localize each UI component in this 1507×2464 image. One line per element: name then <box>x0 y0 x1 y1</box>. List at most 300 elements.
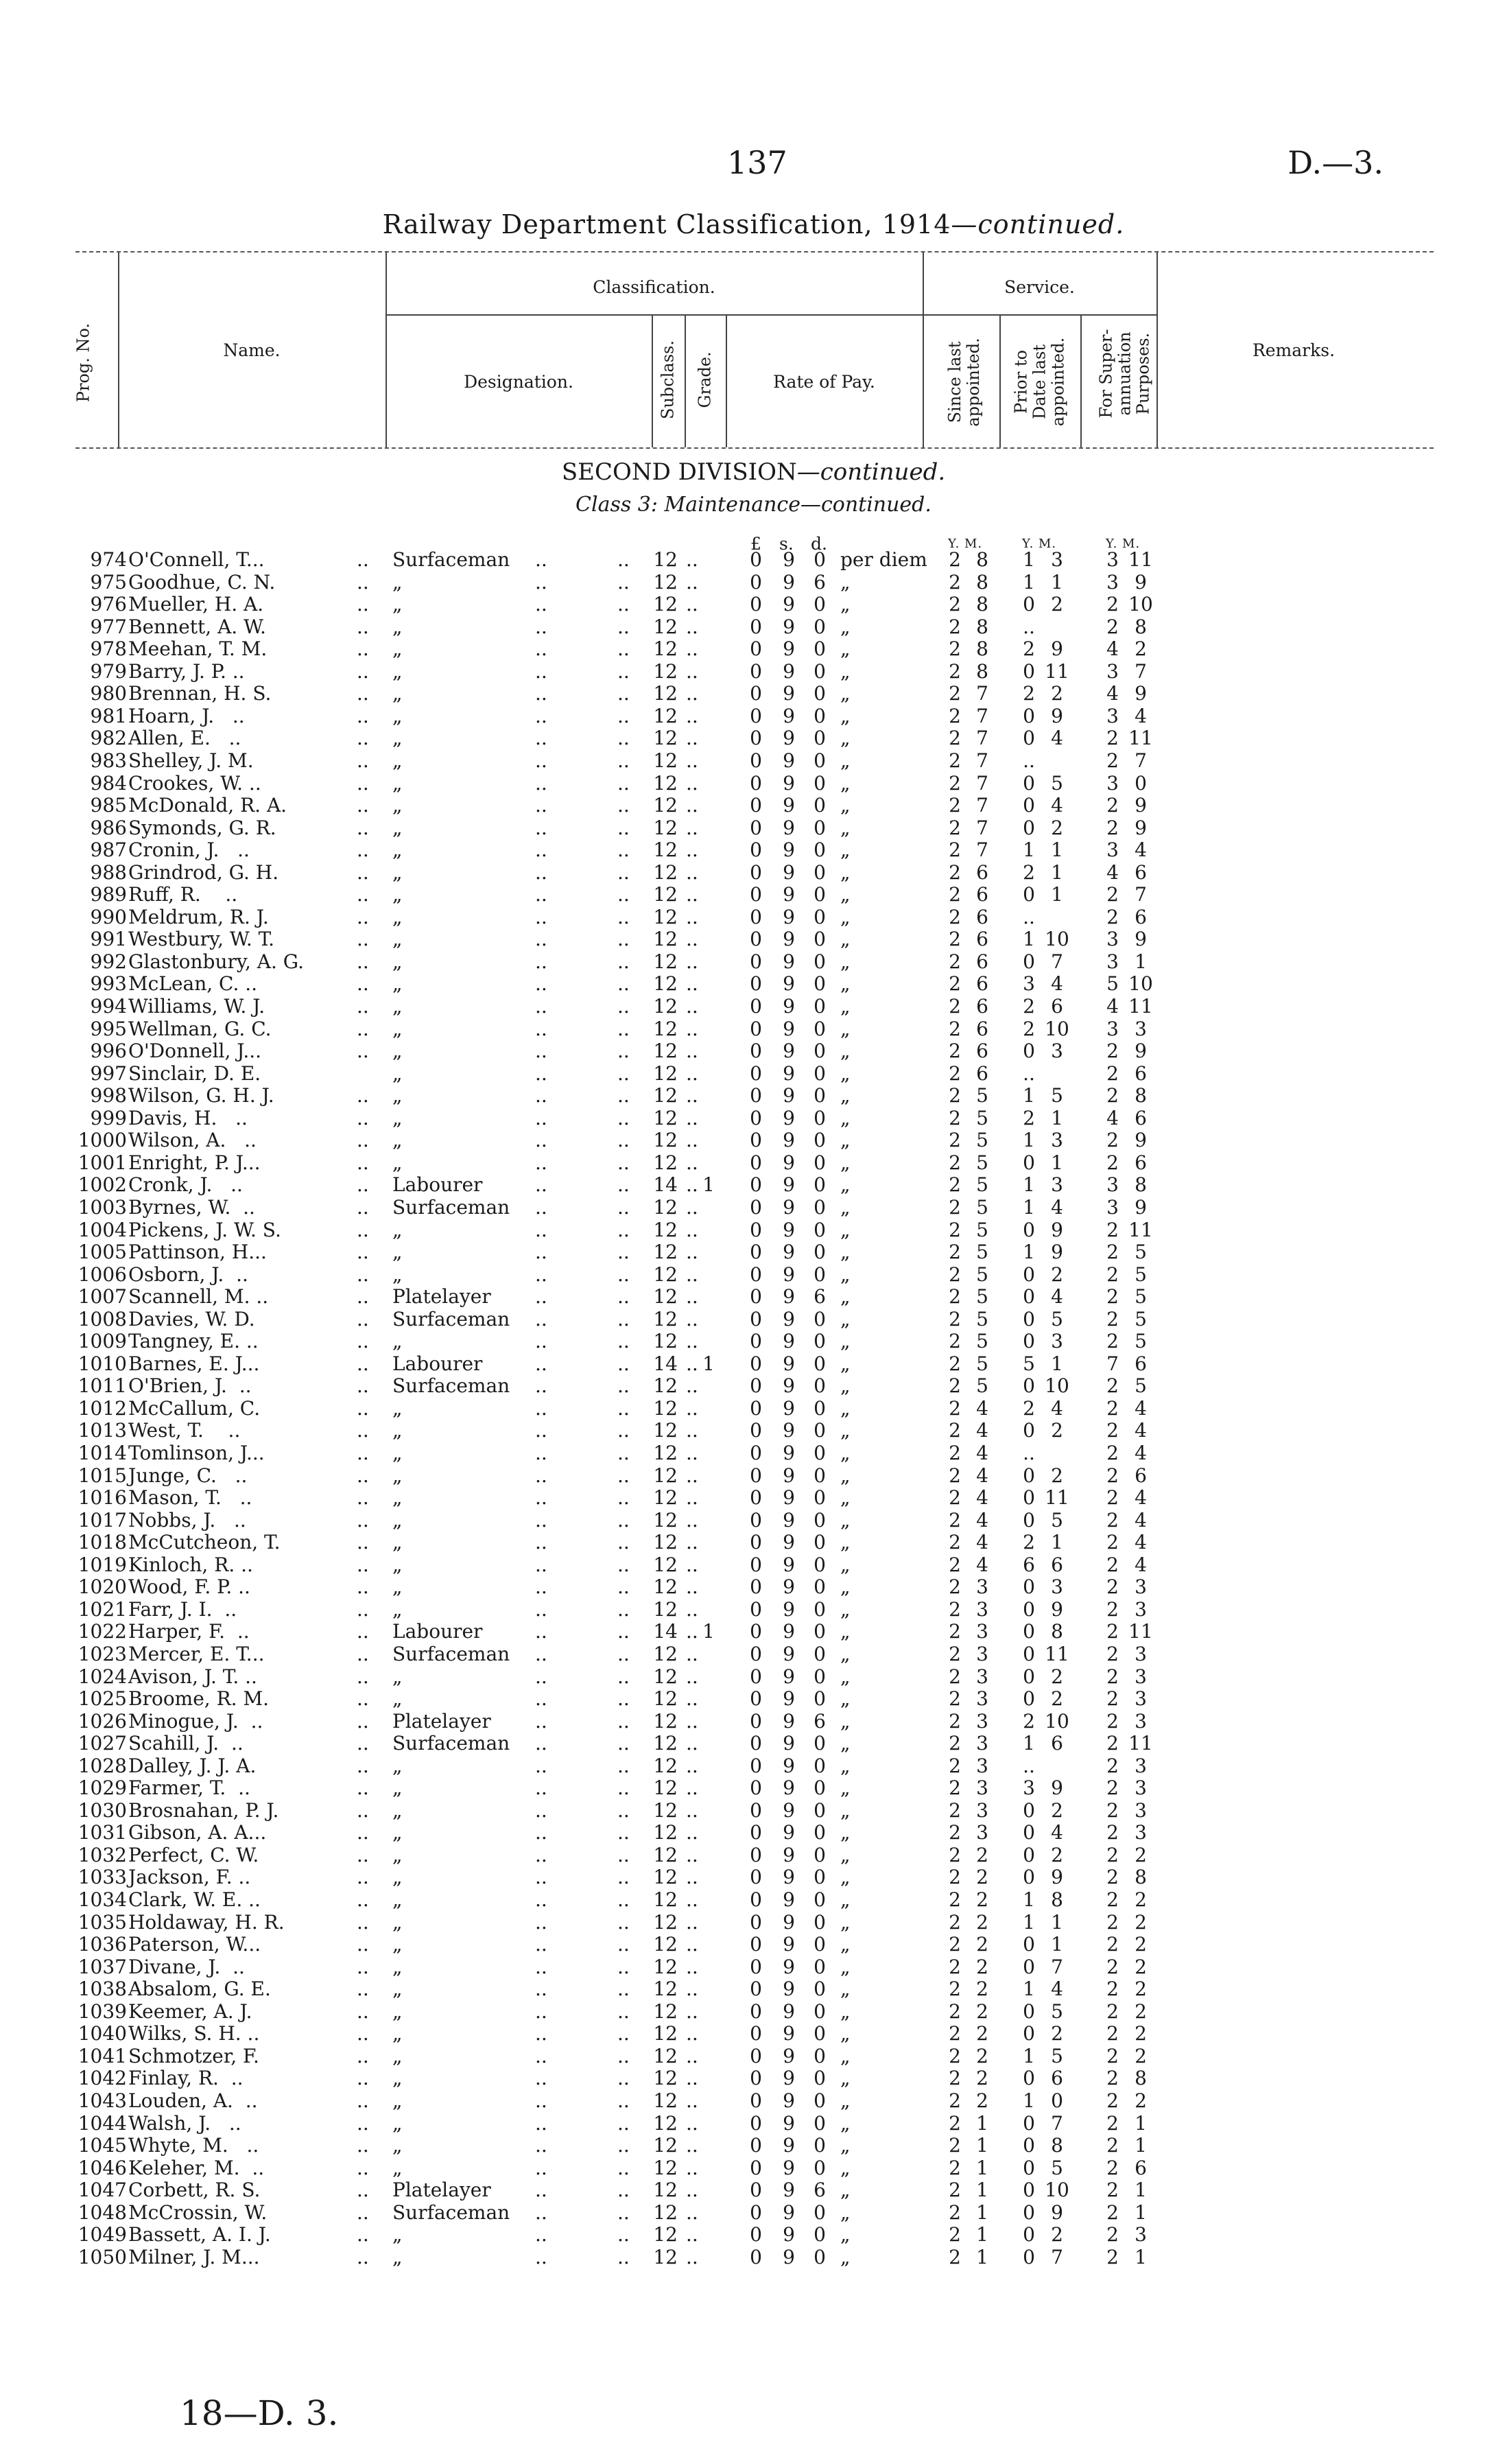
rate-shillings: 9 <box>783 2067 795 2090</box>
leader-dots: .. <box>617 637 630 661</box>
employee-name: McDonald, R. A. <box>128 794 287 817</box>
super-years: 2 <box>1106 1508 1119 1532</box>
header-prog-no: Prog. No. <box>73 322 93 403</box>
since-months: 5 <box>976 1129 988 1152</box>
rate-pence: 0 <box>814 1307 826 1330</box>
leader-dots: .. <box>686 637 698 661</box>
since-years: 2 <box>949 1486 961 1510</box>
super-months: 8 <box>1135 1084 1147 1107</box>
leader-dots: .. <box>686 704 698 727</box>
leader-dots: .. <box>617 2134 630 2157</box>
prog-number: 993 <box>90 972 127 996</box>
table-row <box>0 2202 1507 2224</box>
prior-years: 0 <box>1023 1218 1035 1241</box>
leader-dots: .. <box>535 637 547 661</box>
rate-shillings: 9 <box>783 1218 795 1241</box>
since-months: 4 <box>976 1553 988 1576</box>
prior-years: 3 <box>1023 972 1035 996</box>
rate-pence: 0 <box>814 2022 826 2045</box>
rate-pounds: 0 <box>750 2044 762 2067</box>
since-months: 6 <box>976 905 988 928</box>
since-years: 2 <box>949 570 961 594</box>
table-row <box>0 839 1507 861</box>
leader-dots: .. <box>535 2067 547 2090</box>
leader-dots: .. <box>535 950 547 973</box>
rate-shillings: 9 <box>783 1821 795 1844</box>
prior-years: 0 <box>1023 1374 1035 1398</box>
leader-dots: .. <box>686 1218 698 1241</box>
super-years: 2 <box>1106 1129 1119 1152</box>
rate-unit: „ <box>840 570 851 594</box>
since-years: 2 <box>949 749 961 772</box>
employee-name: Barnes, E. J... <box>128 1352 260 1375</box>
rate-unit: „ <box>840 1218 851 1241</box>
super-years: 3 <box>1106 1017 1119 1040</box>
super-years: 2 <box>1106 1999 1119 2023</box>
since-months: 1 <box>976 2111 988 2135</box>
rate-pounds: 0 <box>750 771 762 795</box>
prior-months: 3 <box>1051 548 1063 571</box>
unit-ym-super: Y. M. <box>1106 537 1141 551</box>
employee-name: Dalley, J. J. A. <box>128 1754 257 1777</box>
leader-dots: .. <box>617 995 630 1018</box>
leader-dots: .. <box>357 1843 369 1866</box>
leader-dots: .. <box>357 1151 369 1174</box>
since-months: 3 <box>976 1709 988 1733</box>
employee-name: Williams, W. J. <box>128 995 265 1018</box>
table-row <box>0 1532 1507 1553</box>
rate-unit: „ <box>840 1084 851 1107</box>
leader-dots: .. <box>357 1396 369 1420</box>
leader-dots: .. <box>535 1084 547 1107</box>
designation: „ <box>392 1442 403 1464</box>
super-years: 2 <box>1106 1843 1119 1866</box>
rate-unit: „ <box>840 682 851 705</box>
rate-pounds: 0 <box>750 615 762 638</box>
designation: „ <box>392 1843 403 1866</box>
since-years: 2 <box>949 1241 961 1264</box>
rate-pounds: 0 <box>750 1464 762 1487</box>
super-months: 4 <box>1135 1553 1147 1576</box>
leader-dots: .. <box>357 1241 369 1264</box>
super-years: 2 <box>1106 1776 1119 1800</box>
rate-shillings: 9 <box>783 2111 795 2135</box>
subclass: 12 <box>653 2245 678 2268</box>
since-months: 8 <box>976 615 988 638</box>
table-row <box>0 1040 1507 1062</box>
leader-dots: .. <box>357 860 369 884</box>
since-years: 2 <box>949 1597 961 1621</box>
since-months: 5 <box>976 1285 988 1309</box>
super-months: 2 <box>1135 1843 1147 1866</box>
super-years: 4 <box>1106 682 1119 705</box>
super-months: 2 <box>1135 1978 1147 2001</box>
designation: „ <box>392 1330 403 1353</box>
super-months: 1 <box>1135 2179 1147 2202</box>
leader-dots: .. <box>686 950 698 973</box>
leader-dots: .. <box>686 1442 698 1464</box>
prior-months: 4 <box>1051 1821 1063 1844</box>
leader-dots: .. <box>357 727 369 750</box>
leader-dots: .. <box>535 1061 547 1085</box>
leader-dots: .. <box>535 682 547 705</box>
prog-number: 983 <box>90 749 127 772</box>
prog-number: 978 <box>90 637 127 661</box>
prior-months: 4 <box>1051 794 1063 817</box>
leader-dots: .. <box>617 905 630 928</box>
super-months: 9 <box>1135 794 1147 817</box>
rate-shillings: 9 <box>783 771 795 795</box>
leader-dots: .. <box>357 1798 369 1822</box>
since-months: 6 <box>976 950 988 973</box>
since-years: 2 <box>949 972 961 996</box>
employee-name: Divane, J. .. <box>128 1955 245 1978</box>
rate-pence: 0 <box>814 1396 826 1420</box>
prior-months: 1 <box>1051 1531 1063 1554</box>
leader-dots: .. <box>617 1218 630 1241</box>
table-row <box>0 661 1507 683</box>
rate-pounds: 0 <box>750 548 762 571</box>
leader-dots: .. <box>686 771 698 795</box>
rate-unit: „ <box>840 1553 851 1576</box>
since-years: 2 <box>949 2201 961 2224</box>
rate-pence: 0 <box>814 1106 826 1129</box>
leader-dots: .. <box>617 2067 630 2090</box>
prior-years: 1 <box>1023 1910 1035 1934</box>
rate-pounds: 0 <box>750 1798 762 1822</box>
leader-dots: .. <box>357 1597 369 1621</box>
since-months: 1 <box>976 2156 988 2179</box>
designation: „ <box>392 1241 403 1264</box>
prior-months: 6 <box>1051 2067 1063 2090</box>
rate-unit: per diem <box>840 548 927 571</box>
rate-pounds: 0 <box>750 1263 762 1286</box>
prior-years: 1 <box>1023 1129 1035 1152</box>
leader-dots: .. <box>357 1575 369 1599</box>
since-months: 2 <box>976 2044 988 2067</box>
rate-shillings: 9 <box>783 593 795 616</box>
prog-number: 988 <box>90 860 127 884</box>
prior-months: 7 <box>1051 2245 1063 2268</box>
prior-years: 0 <box>1023 1285 1035 1309</box>
since-months: 2 <box>976 1888 988 1911</box>
designation: Surfaceman <box>392 2201 510 2224</box>
designation: „ <box>392 1263 403 1286</box>
leader-dots: .. <box>617 570 630 594</box>
designation: „ <box>392 794 403 817</box>
leader-dots: .. <box>535 2201 547 2224</box>
super-years: 2 <box>1106 2089 1119 2112</box>
super-months: 4 <box>1135 1486 1147 1510</box>
employee-name: Gibson, A. A... <box>128 1821 267 1844</box>
rate-unit: „ <box>840 771 851 795</box>
prog-number: 980 <box>90 682 127 705</box>
table-row <box>0 1197 1507 1219</box>
prior-years: 2 <box>1023 1531 1035 1554</box>
leader-dots: .. <box>535 1040 547 1063</box>
table-row <box>0 1554 1507 1576</box>
rate-unit: „ <box>840 1575 851 1599</box>
prog-number: 1008 <box>78 1307 127 1330</box>
super-months: 10 <box>1128 972 1153 996</box>
designation: „ <box>392 2022 403 2045</box>
table-row <box>0 884 1507 906</box>
super-months: 9 <box>1135 1040 1147 1063</box>
subclass: 12 <box>653 2067 678 2090</box>
employee-name: Pattinson, H... <box>128 1241 267 1264</box>
leader-dots: .. <box>357 2089 369 2112</box>
rate-shillings: 9 <box>783 1442 795 1464</box>
rate-shillings: 9 <box>783 2201 795 2224</box>
prog-number: 1025 <box>78 1687 127 1711</box>
rate-unit: „ <box>840 972 851 996</box>
designation: Surfaceman <box>392 1307 510 1330</box>
rate-pounds: 0 <box>750 1732 762 1755</box>
prior-months: 3 <box>1051 1129 1063 1152</box>
employee-name: Allen, E. .. <box>128 727 241 750</box>
since-years: 2 <box>949 1173 961 1197</box>
employee-name: Cronk, J. .. <box>128 1173 243 1197</box>
leader-dots: .. <box>357 1129 369 1152</box>
employee-name: Tangney, E. .. <box>128 1330 259 1353</box>
prior-months: 1 <box>1051 1151 1063 1174</box>
rate-pounds: 0 <box>750 1352 762 1375</box>
super-years: 3 <box>1106 771 1119 795</box>
table-row <box>0 2001 1507 2023</box>
rate-pounds: 0 <box>750 1307 762 1330</box>
rate-unit: „ <box>840 1129 851 1152</box>
subclass: 12 <box>653 883 678 906</box>
rate-shillings: 9 <box>783 749 795 772</box>
rate-pence: 0 <box>814 995 826 1018</box>
rate-shillings: 9 <box>783 1195 795 1219</box>
table-row <box>0 1912 1507 1934</box>
divider <box>923 314 1156 316</box>
rate-unit: „ <box>840 1040 851 1063</box>
prog-number: 1039 <box>78 1999 127 2023</box>
leader-dots: .. <box>617 1642 630 1665</box>
since-years: 2 <box>949 794 961 817</box>
employee-name: Clark, W. E. .. <box>128 1888 261 1911</box>
prior-months: 9 <box>1051 1776 1063 1800</box>
prog-number: 1034 <box>78 1888 127 1911</box>
subclass: 12 <box>653 972 678 996</box>
table-row <box>0 616 1507 638</box>
rate-pence: 0 <box>814 1241 826 1264</box>
rate-shillings: 9 <box>783 883 795 906</box>
employee-name: Finlay, R. .. <box>128 2067 244 2090</box>
prior-years: 1 <box>1023 1888 1035 1911</box>
table-row <box>0 1353 1507 1375</box>
rate-pounds: 0 <box>750 1597 762 1621</box>
rate-pounds: 0 <box>750 659 762 683</box>
subclass: 14 <box>653 1620 678 1643</box>
rate-unit: „ <box>840 1597 851 1621</box>
prior-months: 5 <box>1051 2044 1063 2067</box>
prior-months: 10 <box>1045 928 1069 951</box>
prog-number: 1012 <box>78 1396 127 1420</box>
leader-dots: .. <box>686 1508 698 1532</box>
prior-months: 2 <box>1051 1464 1063 1487</box>
rate-pounds: 0 <box>750 749 762 772</box>
prior-years: 0 <box>1023 1999 1035 2023</box>
super-months: 3 <box>1135 1687 1147 1711</box>
leader-dots: .. <box>357 1553 369 1576</box>
super-years: 2 <box>1106 1888 1119 1911</box>
subclass: 12 <box>653 2201 678 2224</box>
rate-shillings: 9 <box>783 1642 795 1665</box>
super-years: 2 <box>1106 1486 1119 1510</box>
super-months: 6 <box>1135 1151 1147 1174</box>
since-years: 2 <box>949 2111 961 2135</box>
prior-months: 7 <box>1051 1955 1063 1978</box>
super-years: 2 <box>1106 2179 1119 2202</box>
rate-shillings: 9 <box>783 905 795 928</box>
prior-months: 5 <box>1051 771 1063 795</box>
prog-number: 986 <box>90 816 127 839</box>
designation: „ <box>392 2245 403 2268</box>
super-months: 2 <box>1135 2044 1147 2067</box>
rate-unit: „ <box>840 1888 851 1911</box>
rate-shillings: 9 <box>783 1419 795 1442</box>
prior-years: 2 <box>1023 1396 1035 1420</box>
leader-dots: .. <box>357 928 369 951</box>
since-years: 2 <box>949 1732 961 1755</box>
rate-shillings: 9 <box>783 1798 795 1822</box>
employee-name: Whyte, M. .. <box>128 2134 259 2157</box>
since-years: 2 <box>949 1396 961 1420</box>
since-months: 4 <box>976 1508 988 1532</box>
rate-shillings: 9 <box>783 570 795 594</box>
employee-name: Minogue, J. .. <box>128 1709 263 1733</box>
since-years: 2 <box>949 2022 961 2045</box>
rate-pence: 0 <box>814 1195 826 1219</box>
rate-pence: 0 <box>814 1374 826 1398</box>
subclass: 12 <box>653 1442 678 1464</box>
table-row <box>0 1219 1507 1241</box>
employee-name: Westbury, W. T. <box>128 928 275 951</box>
prior-months: 3 <box>1051 1575 1063 1599</box>
designation: Labourer <box>392 1173 483 1197</box>
table-row <box>0 1330 1507 1352</box>
rate-pounds: 0 <box>750 1151 762 1174</box>
since-years: 2 <box>949 637 961 661</box>
rate-pence: 0 <box>814 1263 826 1286</box>
rate-shillings: 9 <box>783 1508 795 1532</box>
since-months: 6 <box>976 1061 988 1085</box>
prog-number: 1027 <box>78 1732 127 1755</box>
rate-pence: 6 <box>814 1285 826 1309</box>
prog-number: 984 <box>90 771 127 795</box>
rate-pounds: 0 <box>750 883 762 906</box>
rate-pence: 0 <box>814 2067 826 2090</box>
leader-dots: .. <box>686 1620 698 1643</box>
since-months: 6 <box>976 995 988 1018</box>
table-row <box>0 727 1507 749</box>
table-row <box>0 1711 1507 1733</box>
section-division-suffix: —continued. <box>796 458 946 486</box>
table-row <box>0 1264 1507 1286</box>
prior-years: 0 <box>1023 1597 1035 1621</box>
leader-dots: .. <box>357 1665 369 1688</box>
super-months: 7 <box>1135 659 1147 683</box>
prog-number: 987 <box>90 838 127 862</box>
prog-number: 1037 <box>78 1955 127 1978</box>
since-years: 2 <box>949 1151 961 1174</box>
since-months: 2 <box>976 2067 988 2090</box>
super-months: 8 <box>1135 2067 1147 2090</box>
leader-dots: .. <box>686 1978 698 2001</box>
super-years: 4 <box>1106 860 1119 884</box>
rate-shillings: 9 <box>783 1888 795 1911</box>
prog-number: 977 <box>90 615 127 638</box>
since-months: 3 <box>976 1642 988 1665</box>
designation: „ <box>392 1933 403 1956</box>
grade: 1 <box>702 1173 715 1197</box>
since-years: 2 <box>949 1061 961 1085</box>
rate-pence: 0 <box>814 1151 826 1174</box>
prior-months: 1 <box>1051 1933 1063 1956</box>
leader-dots: .. <box>686 1040 698 1063</box>
leader-dots: .. <box>617 1999 630 2023</box>
leader-dots: .. <box>535 1218 547 1241</box>
leader-dots: .. <box>617 1933 630 1956</box>
employee-name: Keemer, A. J. <box>128 1999 252 2023</box>
prior-months: 4 <box>1051 1195 1063 1219</box>
leader-dots: .. <box>686 749 698 772</box>
prior-months: 2 <box>1051 1665 1063 1688</box>
leader-dots: .. <box>357 2223 369 2246</box>
prog-number: 1040 <box>78 2022 127 2045</box>
prior-months: 11 <box>1045 1642 1069 1665</box>
subclass: 12 <box>653 1241 678 1264</box>
prior-years: 0 <box>1023 1843 1035 1866</box>
employee-name: Nobbs, J. .. <box>128 1508 246 1532</box>
leader-dots: .. <box>686 1732 698 1755</box>
rate-unit: „ <box>840 995 851 1018</box>
employee-name: McCrossin, W. <box>128 2201 268 2224</box>
leader-dots: .. <box>535 1978 547 2001</box>
subclass: 12 <box>653 1575 678 1599</box>
since-months: 6 <box>976 860 988 884</box>
rate-unit: „ <box>840 1776 851 1800</box>
rate-unit: „ <box>840 1352 851 1375</box>
super-months: 2 <box>1135 637 1147 661</box>
rate-unit: „ <box>840 637 851 661</box>
prog-number: 995 <box>90 1017 127 1040</box>
rate-shillings: 9 <box>783 860 795 884</box>
employee-name: Cronin, J. .. <box>128 838 250 862</box>
subclass: 12 <box>653 2022 678 2045</box>
super-years: 2 <box>1106 794 1119 817</box>
super-years: 2 <box>1106 1798 1119 1822</box>
since-months: 8 <box>976 593 988 616</box>
leader-dots: .. <box>617 1307 630 1330</box>
employee-name: Avison, J. T. .. <box>128 1665 257 1688</box>
rate-pounds: 0 <box>750 2067 762 2090</box>
rate-pence: 0 <box>814 905 826 928</box>
rate-shillings: 9 <box>783 995 795 1018</box>
leader-dots: .. <box>617 1173 630 1197</box>
prior-years: 1 <box>1023 1241 1035 1264</box>
unit-pounds: £ <box>750 534 761 554</box>
leader-dots: .. <box>617 1017 630 1040</box>
leader-dots: .. <box>617 749 630 772</box>
rate-unit: „ <box>840 2201 851 2224</box>
since-years: 2 <box>949 704 961 727</box>
super-years: 2 <box>1106 1241 1119 1264</box>
rate-unit: „ <box>840 1910 851 1934</box>
